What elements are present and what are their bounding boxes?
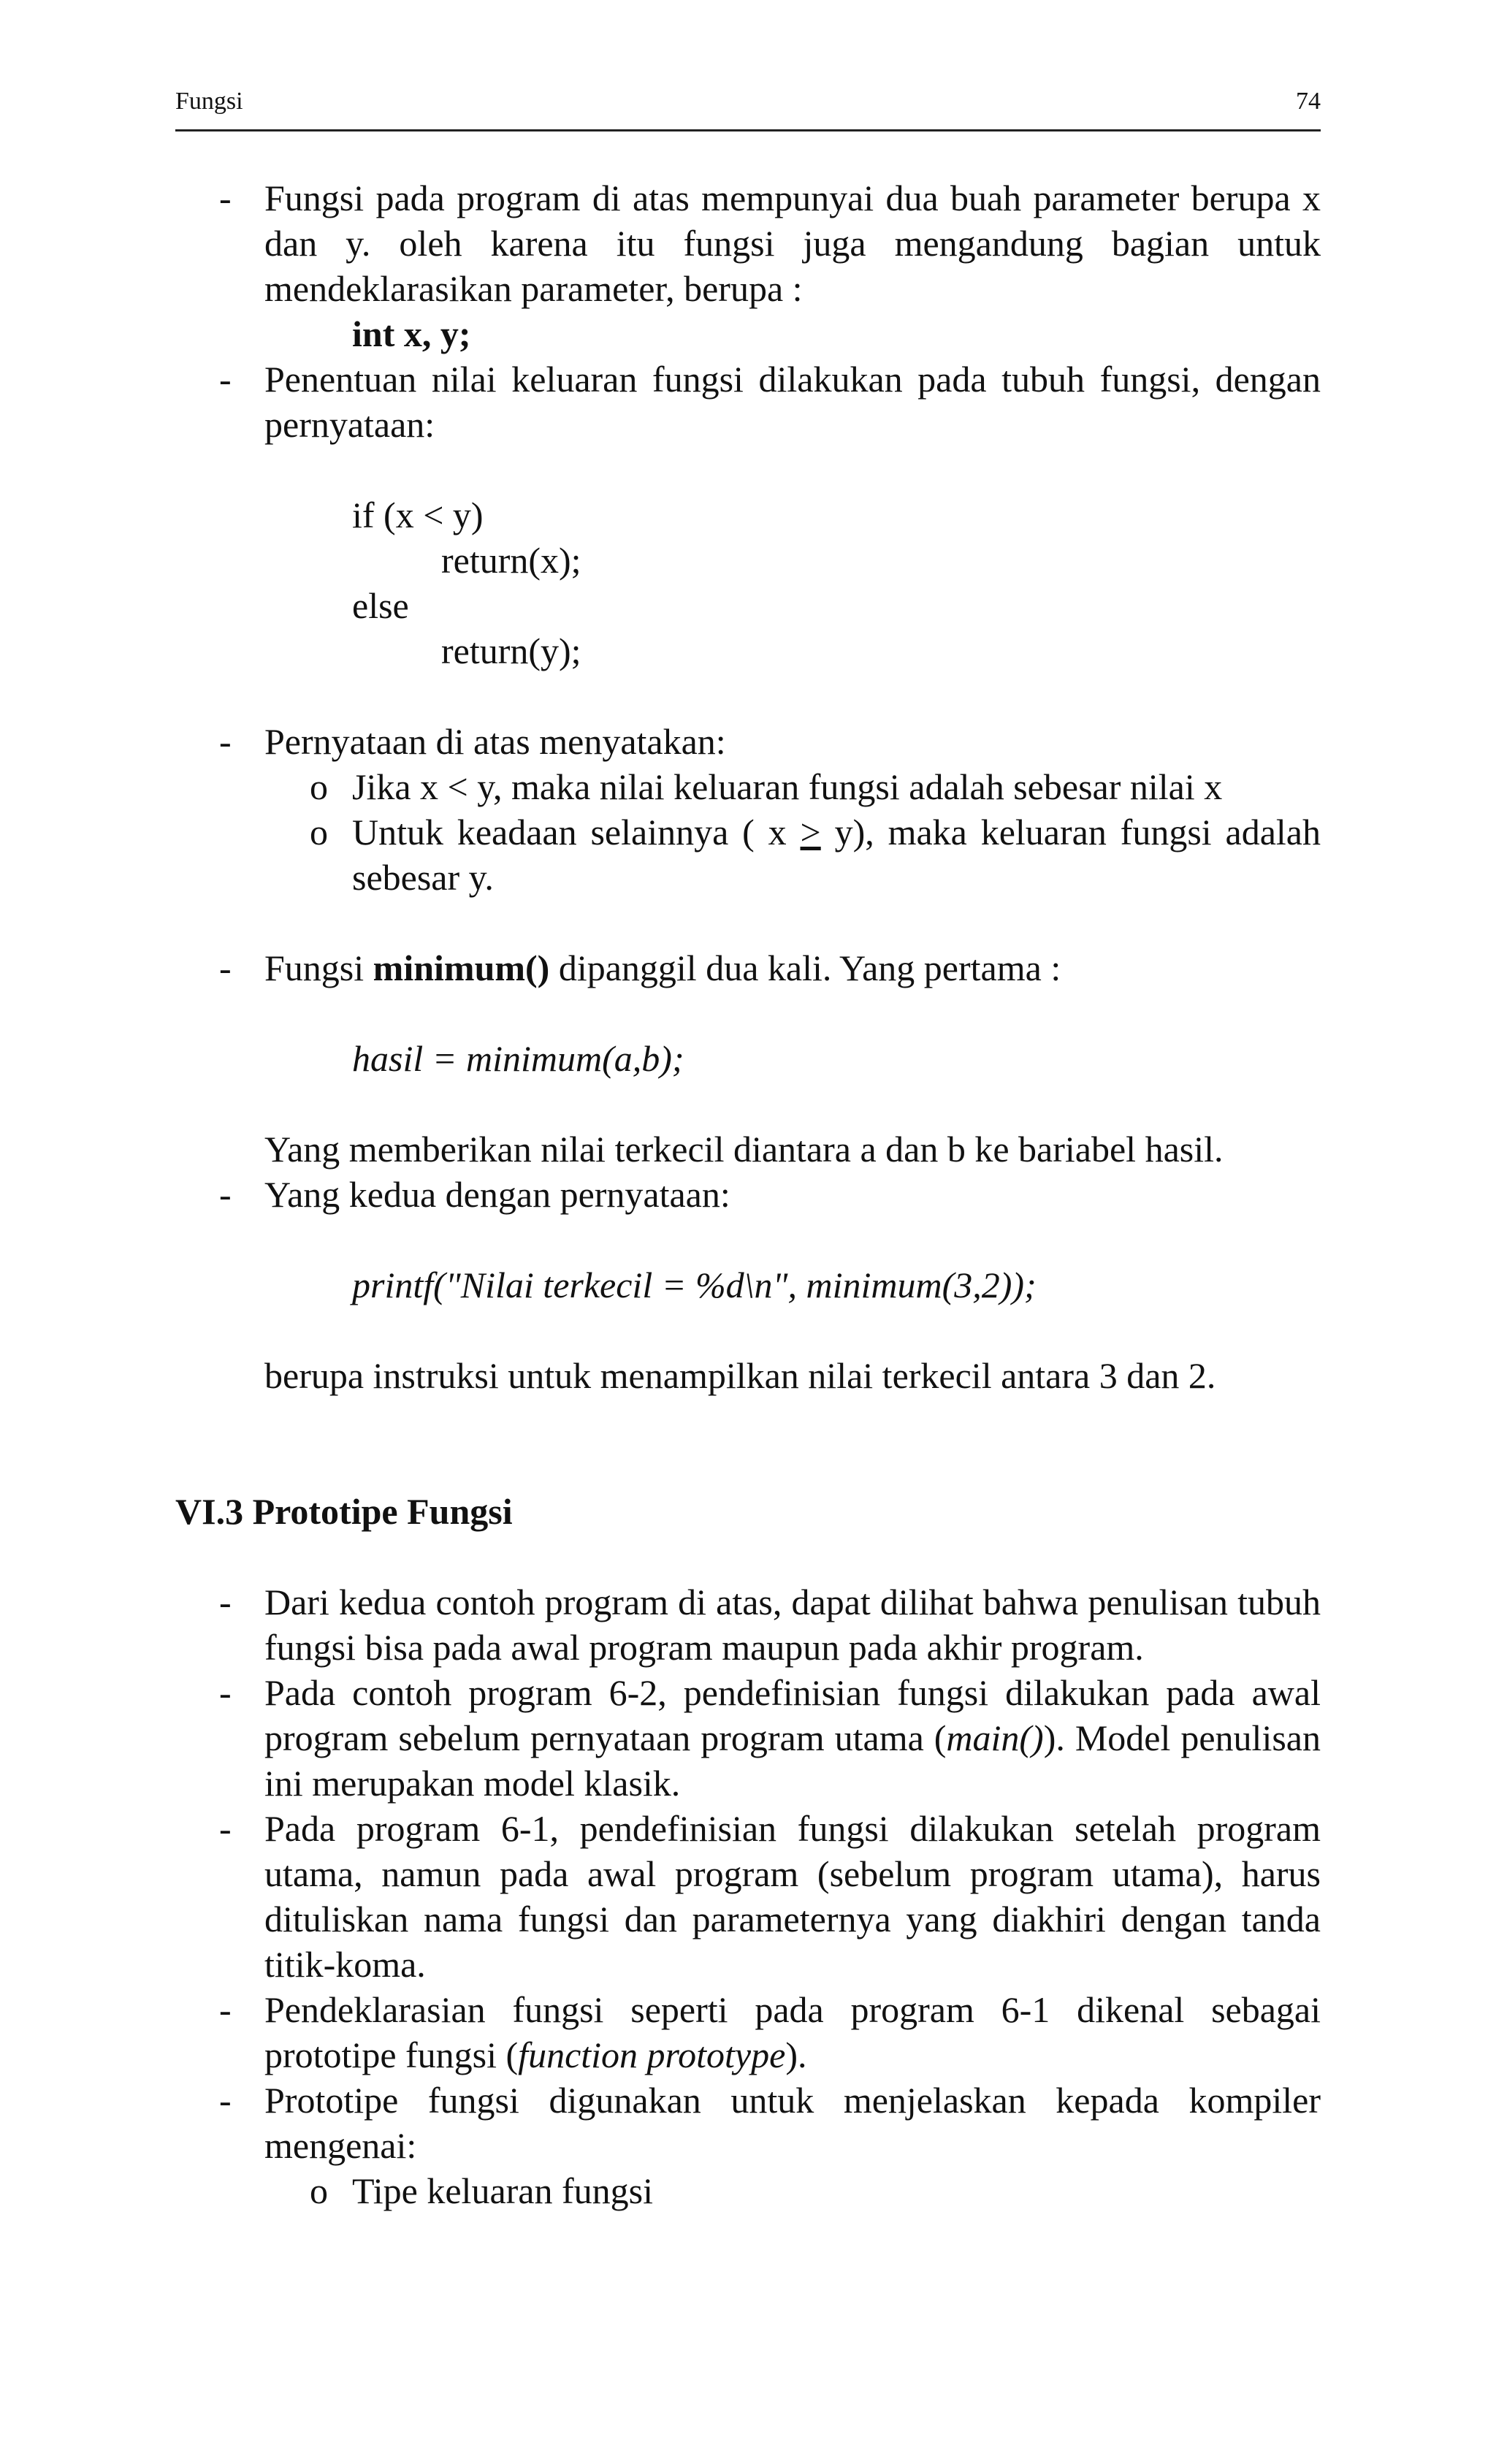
dash-marker: - xyxy=(219,1582,232,1622)
code-line: return(x); xyxy=(441,540,581,581)
item-text: Pada program 6-1, pendefinisian fungsi dilakukan setelah program utama, namun pada awal program (sebelum program utama), harus dituliskan nama fungsi dan parameternya yang diakhiri dengan tanda titik-koma. xyxy=(264,1808,1321,1985)
list-item xyxy=(175,356,1321,447)
item-text-after: ). xyxy=(785,2034,807,2075)
item-text: Dari kedua contoh program di atas, dapat dilihat bahwa penulisan tubuh fungsi bisa pada awal program maupun pada akhir program. xyxy=(264,1582,1321,1668)
sub-list-item xyxy=(175,764,1321,809)
dash-marker: - xyxy=(219,178,232,218)
code-line: else xyxy=(352,585,409,626)
list-item xyxy=(175,175,1321,311)
greater-equal-symbol: > xyxy=(800,812,821,853)
code-line: printf("Nilai terkecil = %d\n", minimum(3,2)); xyxy=(352,1265,1037,1305)
page-number: 74 xyxy=(1296,88,1321,115)
code-line: return(y); xyxy=(441,630,581,671)
item-text: Prototipe fungsi digunakan untuk menjelaskan kepada kompiler mengenai: xyxy=(264,2080,1321,2166)
item-text: Fungsi pada program di atas mempunyai dua buah parameter berupa x dan y. oleh karena itu fungsi juga mengandung bagian untuk mendeklarasikan parameter, berupa : xyxy=(264,178,1321,309)
list-item xyxy=(175,945,1321,991)
section-heading: VI.3 Prototipe Fungsi xyxy=(175,1491,513,1532)
item-text-before: Fungsi xyxy=(264,947,373,988)
page-body xyxy=(175,175,1321,2213)
function-name: minimum() xyxy=(373,947,550,988)
dash-marker: - xyxy=(219,1808,232,1849)
bullet-marker: o xyxy=(310,812,328,853)
sub-item-text-after: y), maka keluaran fungsi adalah sebesar y. xyxy=(352,812,1321,898)
list-item xyxy=(175,2078,1321,2168)
header-title: Fungsi xyxy=(175,88,243,115)
bullet-marker: o xyxy=(310,766,328,807)
code-line: hasil = minimum(a,b); xyxy=(352,1038,684,1079)
item-text: Penentuan nilai keluaran fungsi dilakukan pada tubuh fungsi, dengan pernyataan: xyxy=(264,359,1321,445)
sub-item-text-before: Untuk keadaan selainnya ( x xyxy=(352,812,801,853)
item-text: Pernyataan di atas menyatakan: xyxy=(264,721,726,762)
paragraph: berupa instruksi untuk menampilkan nilai terkecil antara 3 dan 2. xyxy=(264,1355,1216,1396)
item-text: Yang kedua dengan pernyataan: xyxy=(264,1174,730,1215)
code-line: int x, y; xyxy=(352,313,471,354)
item-text-after: ). Model penulisan ini merupakan model klasik. xyxy=(264,1717,1321,1804)
list-item xyxy=(175,1670,1321,1806)
header-rule xyxy=(175,129,1321,131)
code-line: if (x < y) xyxy=(352,495,484,535)
sub-list-item xyxy=(175,2168,1321,2213)
item-text-before: Pada contoh program 6-2, pendefinisian fungsi dilakukan pada awal program sebelum pernyataan program utama ( xyxy=(264,1672,1321,1758)
dash-marker: - xyxy=(219,1174,232,1215)
dash-marker: - xyxy=(219,947,232,988)
sub-item-text: Jika x < y, maka nilai keluaran fungsi adalah sebesar nilai x xyxy=(352,766,1223,807)
italic-term: main() xyxy=(946,1717,1044,1758)
list-item xyxy=(175,719,1321,764)
dash-marker: - xyxy=(219,721,232,762)
list-item xyxy=(175,1579,1321,1670)
italic-term: function prototype xyxy=(518,2034,786,2075)
sub-list-item xyxy=(175,809,1321,900)
dash-marker: - xyxy=(219,2080,232,2121)
dash-marker: - xyxy=(219,359,232,400)
list-item xyxy=(175,1806,1321,1987)
dash-marker: - xyxy=(219,1672,232,1713)
paragraph: Yang memberikan nilai terkecil diantara a dan b ke bariabel hasil. xyxy=(264,1129,1224,1170)
sub-item-text: Tipe keluaran fungsi xyxy=(352,2170,653,2211)
item-text-before: Pendeklarasian fungsi seperti pada program 6-1 dikenal sebagai prototipe fungsi ( xyxy=(264,1989,1321,2075)
list-item xyxy=(175,1172,1321,1217)
item-text-after: dipanggil dua kali. Yang pertama : xyxy=(549,947,1061,988)
bullet-marker: o xyxy=(310,2170,328,2211)
list-item xyxy=(175,1987,1321,2078)
dash-marker: - xyxy=(219,1989,232,2030)
